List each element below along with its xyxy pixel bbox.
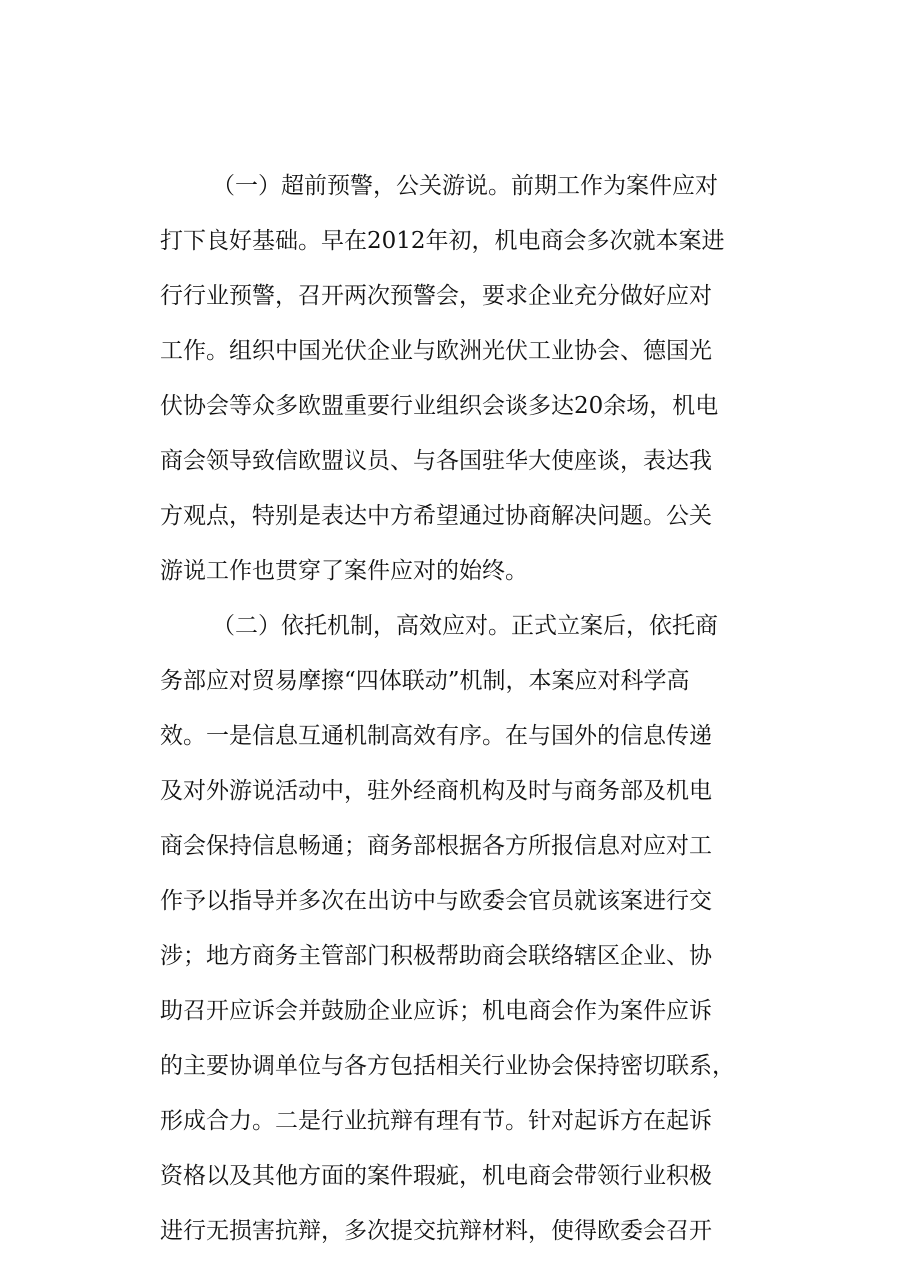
paragraph-2-line-9: 的主要协调单位与各方包括相关行业协会保持密切联系，: [160, 1053, 735, 1079]
paragraph-1-line-3: 行行业预警，召开两次预警会，要求企业充分做好应对: [160, 283, 712, 309]
paragraph-1-line-4: 工作。组织中国光伏企业与欧洲光伏工业协会、德国光: [160, 338, 712, 364]
paragraph-2-line-7: 涉；地方商务主管部门积极帮助商会联络辖区企业、协: [160, 943, 712, 969]
paragraph-2-line-6: 作予以指导并多次在出访中与欧委会官员就该案进行交: [160, 888, 712, 914]
paragraph-2-line-3: 效。一是信息互通机制高效有序。在与国外的信息传递: [160, 723, 712, 749]
paragraph-2-line-4: 及对外游说活动中，驻外经商机构及时与商务部及机电: [160, 778, 712, 804]
paragraph-2-line-5: 商会保持信息畅通；商务部根据各方所报信息对应对工: [160, 833, 712, 859]
paragraph-1-line-6: 商会领导致信欧盟议员、与各国驻华大使座谈，表达我: [160, 448, 712, 474]
paragraph-2-line-12: 进行无损害抗辩，多次提交抗辩材料，使得欧委会召开: [160, 1218, 712, 1244]
paragraph-2-line-8: 助召开应诉会并鼓励企业应诉；机电商会作为案件应诉: [160, 998, 712, 1024]
paragraph-1-line-5: 伏协会等众多欧盟重要行业组织会谈多达20余场，机电: [160, 393, 719, 419]
paragraph-1-line-8: 游说工作也贯穿了案件应对的始终。: [160, 558, 528, 584]
paragraph-1-line-7: 方观点，特别是表达中方希望通过协商解决问题。公关: [160, 503, 712, 529]
paragraph-2-line-2: 务部应对贸易摩擦“四体联动”机制，本案应对科学高: [160, 668, 690, 694]
paragraph-1-line-2: 打下良好基础。早在2012年初，机电商会多次就本案进: [160, 228, 725, 254]
paragraph-1-line-1: （一）超前预警，公关游说。前期工作为案件应对: [212, 173, 718, 199]
paragraph-2-line-1: （二）依托机制，高效应对。正式立案后，依托商: [212, 613, 718, 639]
paragraph-2-line-10: 形成合力。二是行业抗辩有理有节。针对起诉方在起诉: [160, 1108, 712, 1134]
paragraph-2-line-11: 资格以及其他方面的案件瑕疵，机电商会带领行业积极: [160, 1163, 712, 1189]
